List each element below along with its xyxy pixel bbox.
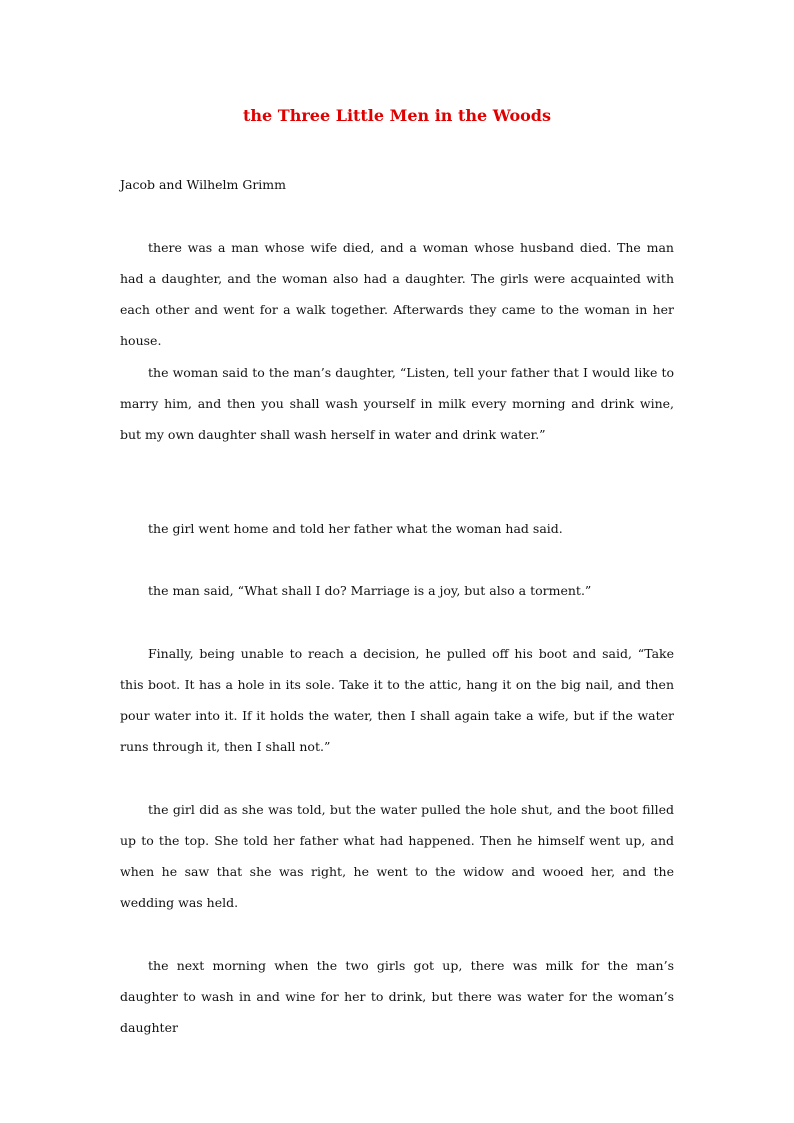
paragraph: the woman said to the man’s daughter, “Listen, tell your father that I would like to marry him, and then you shall wash yourself in milk every morning and drink wine, but my own daughter shall wash herself in water and drink water.” <box>120 365 674 442</box>
paragraph: the man said, “What shall I do? Marriage is a joy, but also a torment.” <box>148 583 592 598</box>
paragraph: the next morning when the two girls got up, there was milk for the man’s daughter to wash in and wine for her to drink, but there was water for the woman’s daughter <box>120 958 674 1035</box>
document-title: the Three Little Men in the Woods <box>243 106 551 125</box>
paragraph: the girl went home and told her father what the woman had said. <box>148 521 563 536</box>
paragraph: the girl did as she was told, but the water pulled the hole shut, and the boot filled up to the top. She told her father what had happened. Then he himself went up, and when he saw that she was right, he went to the widow and wooed her, and the wedding was held. <box>120 802 674 910</box>
paragraph: there was a man whose wife died, and a woman whose husband died. The man had a daughter, and the woman also had a daughter. The girls were acquainted with each other and went for a walk together. Afterwards they came to the woman in her house. <box>120 240 674 348</box>
document-author: Jacob and Wilhelm Grimm <box>120 177 287 192</box>
paragraph: Finally, being unable to reach a decision, he pulled off his boot and said, “Take this boot. It has a hole in its sole. Take it to the attic, hang it on the big nail, and then pour water into it. If it holds the water, then I shall again take a wife, but if the water runs through it, then I shall not.” <box>120 646 674 754</box>
